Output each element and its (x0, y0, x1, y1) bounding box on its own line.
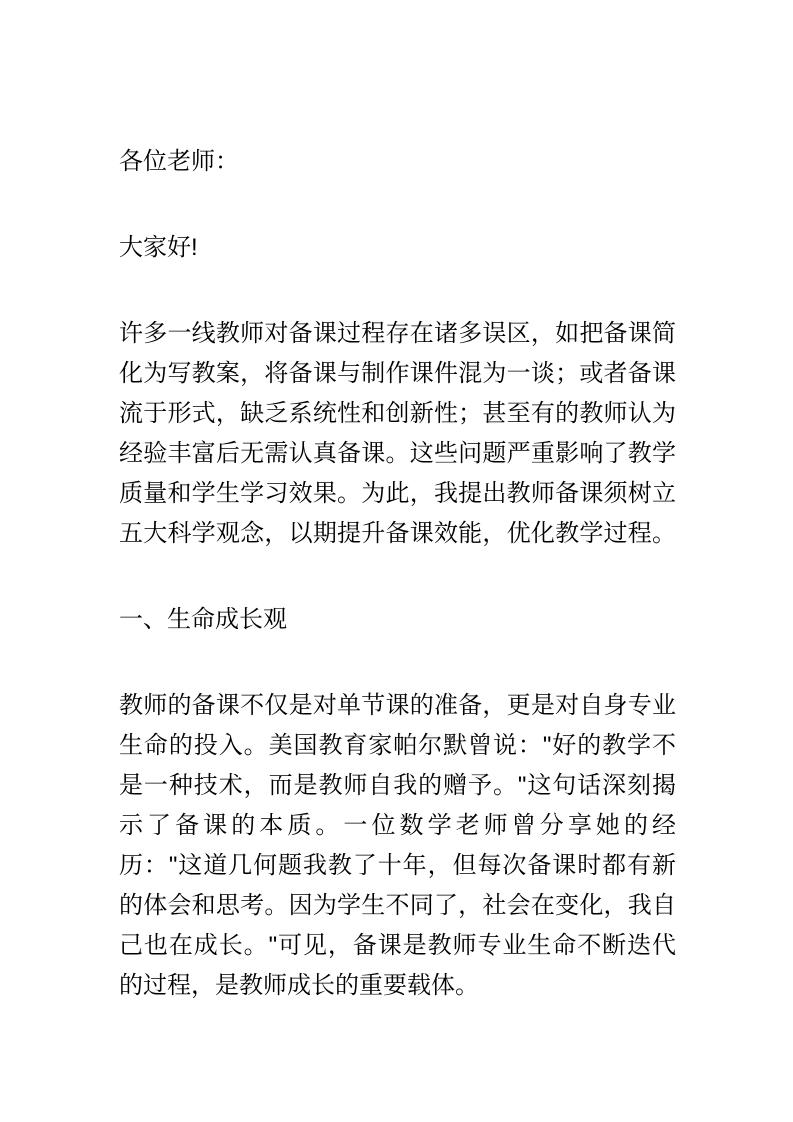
text-line: 的体会和思考。因为学生不同了，社会在变化，我自 (119, 892, 676, 919)
text-line: 历："这道几何题我教了十年，但每次备课时都有新 (119, 852, 676, 879)
section-heading-1 (119, 600, 676, 640)
text-line: 是一种技术，而是教师自我的赠予。"这句话深刻揭 (119, 772, 676, 799)
text-line: 大家好! (119, 234, 198, 261)
text-line: 己也在成长。"可见，备课是教师专业生命不断迭代 (119, 932, 676, 959)
text-line: 质量和学生学习效果。为此，我提出教师备课须树立 (119, 480, 676, 507)
text-line: 许多一线教师对备课过程存在诸多误区，如把备课简 (119, 320, 676, 347)
text-line: 五大科学观念，以期提升备课效能，优化教学过程。 (119, 520, 676, 547)
heading-line: 一、生命成长观 (119, 606, 287, 633)
text-line: 生命的投入。美国教育家帕尔默曾说："好的教学不 (119, 732, 676, 759)
text-line: 各位老师： (119, 148, 239, 175)
salutation-line (119, 142, 676, 182)
text-line: 化为写教案，将备课与制作课件混为一谈；或者备课 (119, 360, 676, 387)
text-line: 示了备课的本质。一位数学老师曾分享她的经 (119, 812, 676, 839)
text-line: 经验丰富后无需认真备课。这些问题严重影响了教学 (119, 440, 676, 467)
text-line: 的过程，是教师成长的重要载体。 (119, 972, 479, 999)
intro-paragraph (119, 314, 676, 554)
text-line: 流于形式，缺乏系统性和创新性；甚至有的教师认为 (119, 400, 676, 427)
text-line: 教师的备课不仅是对单节课的准备，更是对自身专业 (119, 692, 676, 719)
greeting-line (119, 228, 676, 268)
section-1-paragraph (119, 686, 676, 1006)
